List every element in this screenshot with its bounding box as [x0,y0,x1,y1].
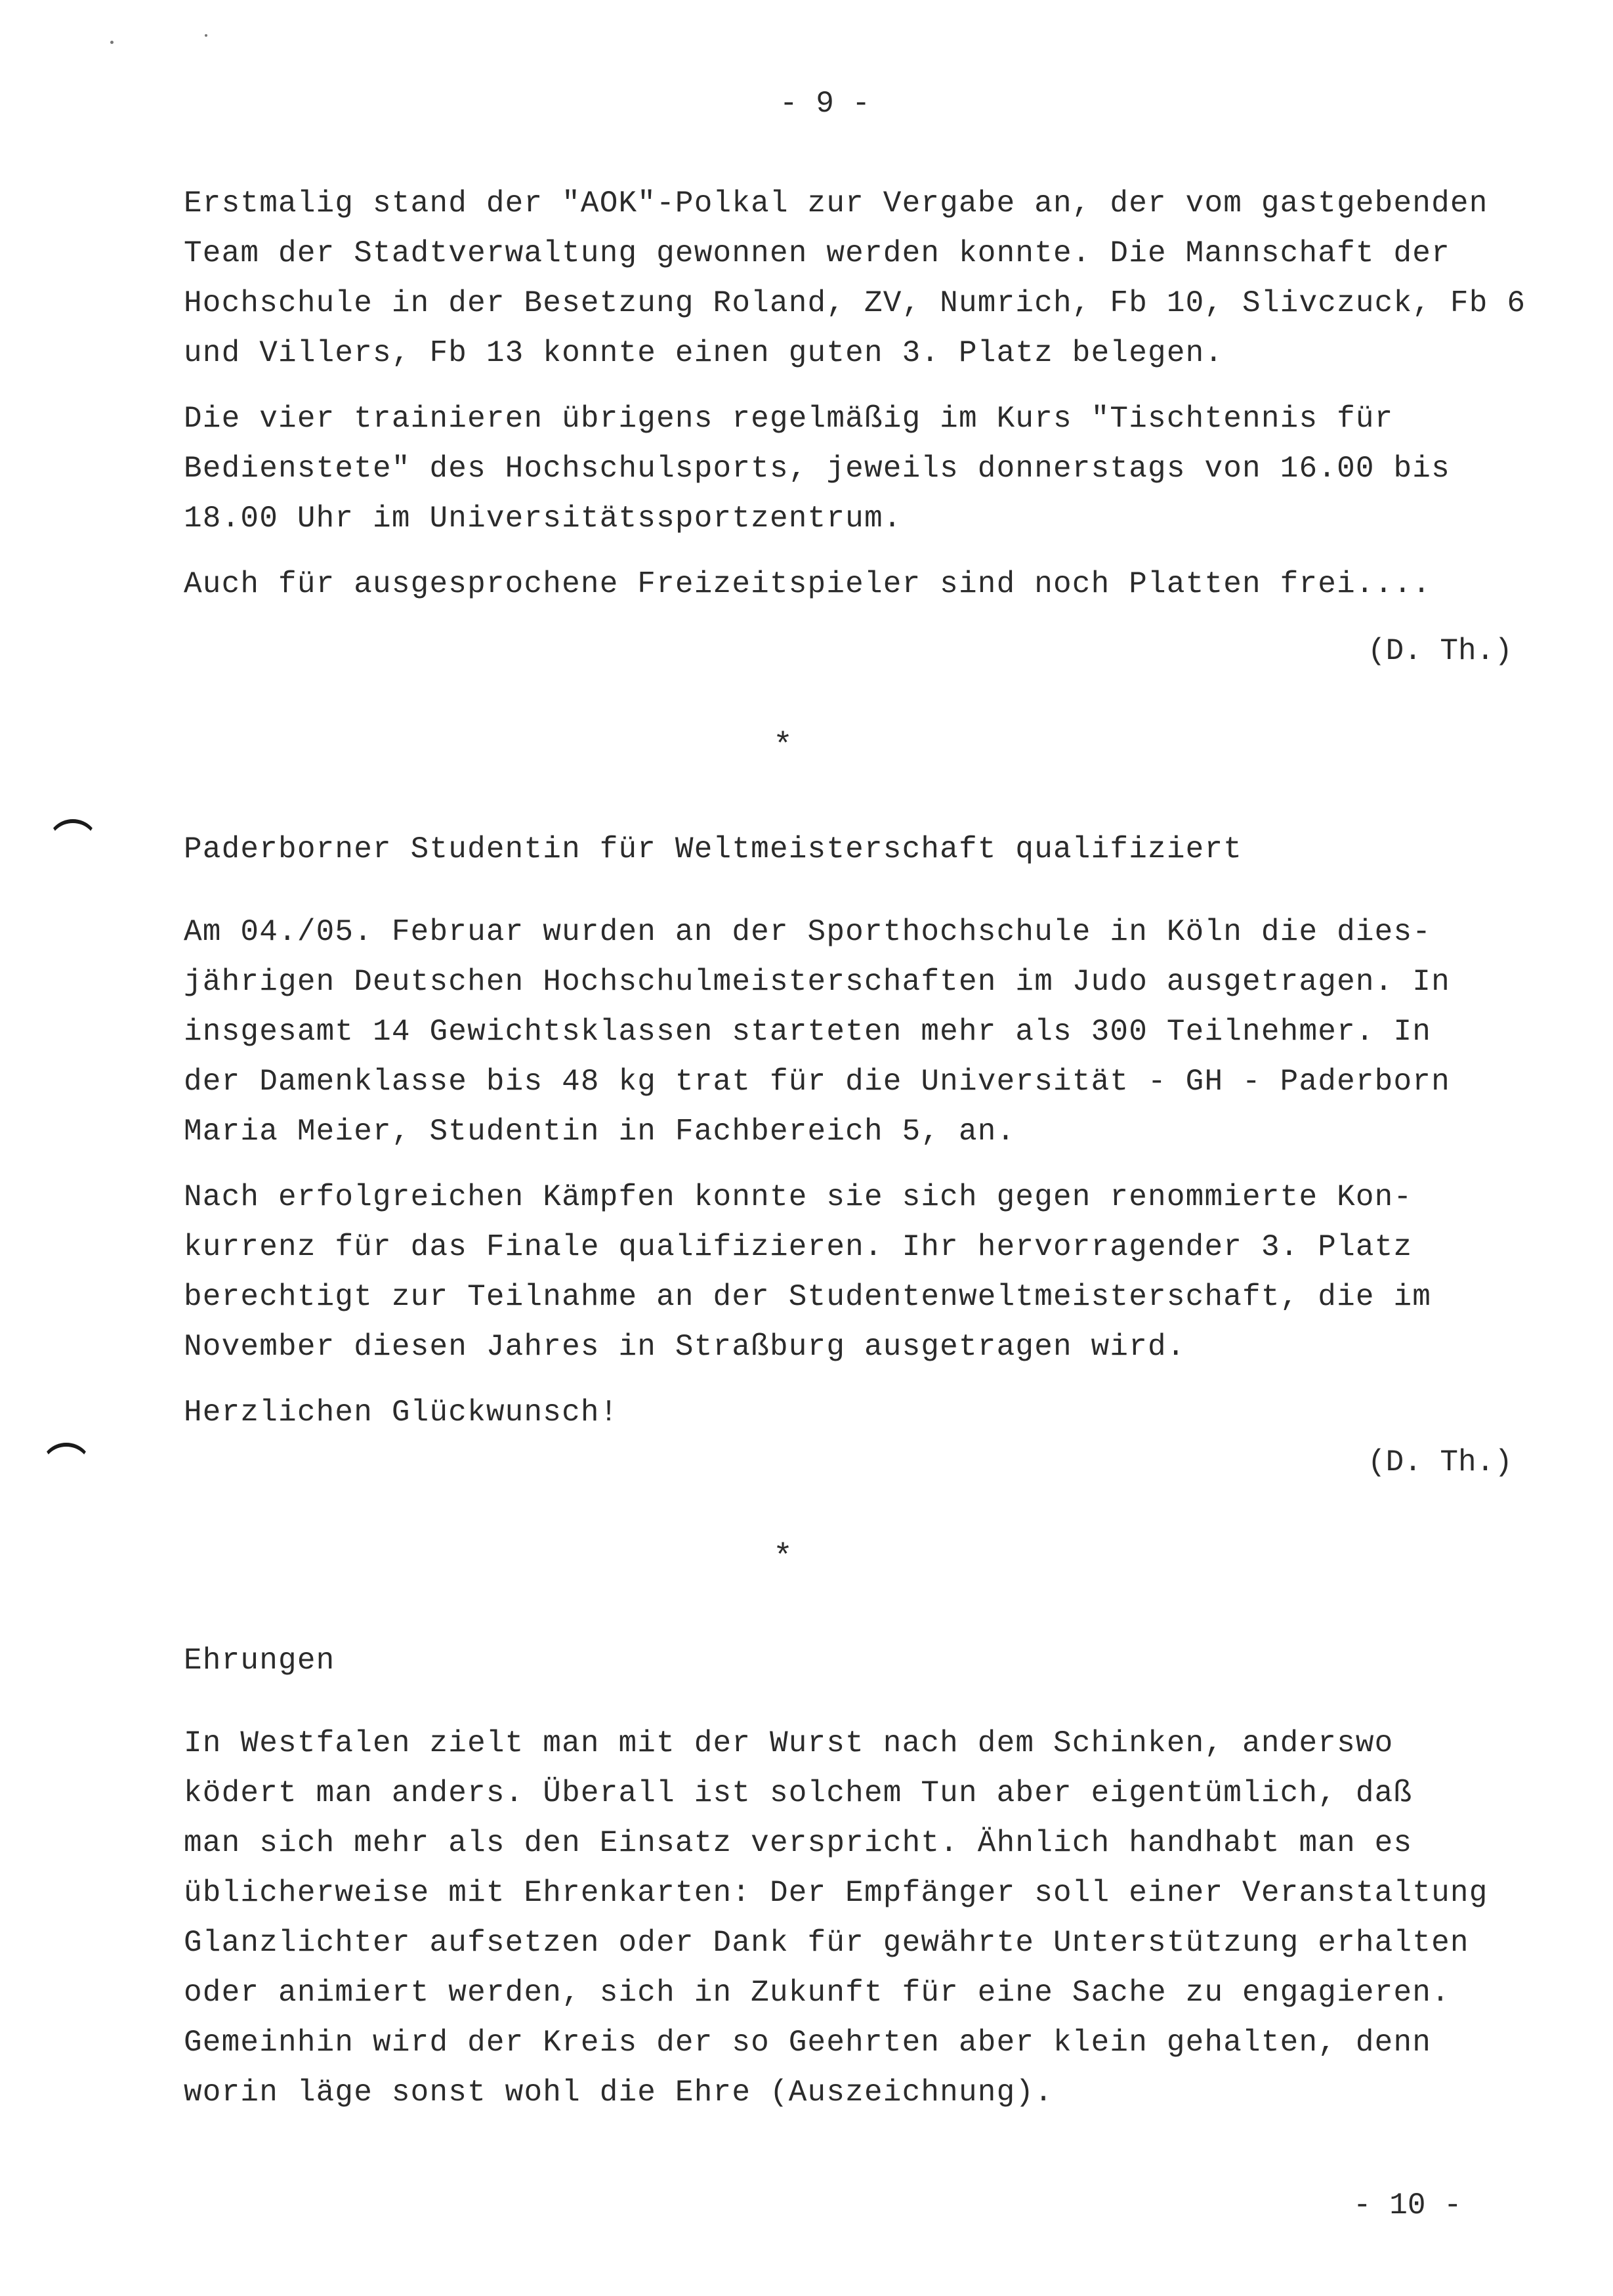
body-text-line: Nach erfolgreichen Kämpfen konnte sie sich gegen renommierte Kon- [184,1180,1413,1214]
body-text-line: oder animiert werden, sich in Zukunft für eine Sache zu engagieren. [184,1976,1450,2010]
body-text-line: ködert man anders. Überall ist solchem Tun aber eigentümlich, daß [184,1776,1413,1810]
page-number-bottom: - 10 - [1353,2188,1462,2222]
body-text-line: Gemeinhin wird der Kreis der so Geehrten aber klein gehalten, denn [184,2026,1432,2060]
body-text-line: Auch für ausgesprochene Freizeitspieler sind noch Platten frei.... [184,567,1432,601]
body-text-line: Maria Meier, Studentin in Fachbereich 5, an. [184,1115,1016,1149]
body-text-line: In Westfalen zielt man mit der Wurst nach dem Schinken, anderswo [184,1726,1394,1760]
section-heading: Paderborner Studentin für Weltmeisterschaft qualifiziert [184,832,1243,866]
body-text-line: der Damenklasse bis 48 kg trat für die Universität - GH - Paderborn [184,1065,1450,1099]
body-text-line: jährigen Deutschen Hochschulmeisterschaften im Judo ausgetragen. In [184,965,1450,999]
body-text-line: kurrenz für das Finale qualifizieren. Ihr hervorragender 3. Platz [184,1230,1413,1264]
section-separator: * [773,728,793,765]
scan-speck [110,41,114,44]
body-text-line: Bedienstete" des Hochschulsports, jeweils donnerstags von 16.00 bis [184,452,1450,486]
body-text-line: Herzlichen Glückwunsch! [184,1395,619,1430]
author-signature: (D. Th.) [1368,1445,1513,1479]
author-signature: (D. Th.) [1368,634,1513,668]
body-text-line: berechtigt zur Teilnahme an der Studentenweltmeisterschaft, die im [184,1280,1432,1314]
body-text-line: Erstmalig stand der "AOK"-Polkal zur Vergabe an, der vom gastgebenden [184,186,1488,221]
body-text-line: und Villers, Fb 13 konnte einen guten 3. Platz belegen. [184,336,1224,370]
body-text-line: Am 04./05. Februar wurden an der Sporthochschule in Köln die dies- [184,915,1432,949]
scan-speck [205,34,207,37]
section-heading: Ehrungen [184,1644,335,1678]
body-text-line: 18.00 Uhr im Universitätssportzentrum. [184,501,902,536]
body-text-line: Glanzlichter aufsetzen oder Dank für gewährte Unterstützung erhalten [184,1926,1469,1960]
body-text-line: man sich mehr als den Einsatz verspricht. Ähnlich handhabt man es [184,1826,1413,1860]
body-text-line: Team der Stadtverwaltung gewonnen werden konnte. Die Mannschaft der [184,236,1450,270]
section-separator: * [773,1539,793,1577]
body-text-line: insgesamt 14 Gewichtsklassen starteten mehr als 300 Teilnehmer. In [184,1015,1432,1049]
page-number-top: - 9 - [780,87,871,121]
punch-hole-mark [47,819,98,869]
punch-hole-mark [41,1443,92,1493]
body-text-line: üblicherweise mit Ehrenkarten: Der Empfänger soll einer Veranstaltung [184,1876,1488,1910]
body-text-line: Hochschule in der Besetzung Roland, ZV, Numrich, Fb 10, Slivczuck, Fb 6 [184,286,1526,320]
body-text-line: November diesen Jahres in Straßburg ausgetragen wird. [184,1330,1186,1364]
body-text-line: Die vier trainieren übrigens regelmäßig im Kurs "Tischtennis für [184,402,1394,436]
body-text-line: worin läge sonst wohl die Ehre (Auszeichnung). [184,2075,1054,2110]
